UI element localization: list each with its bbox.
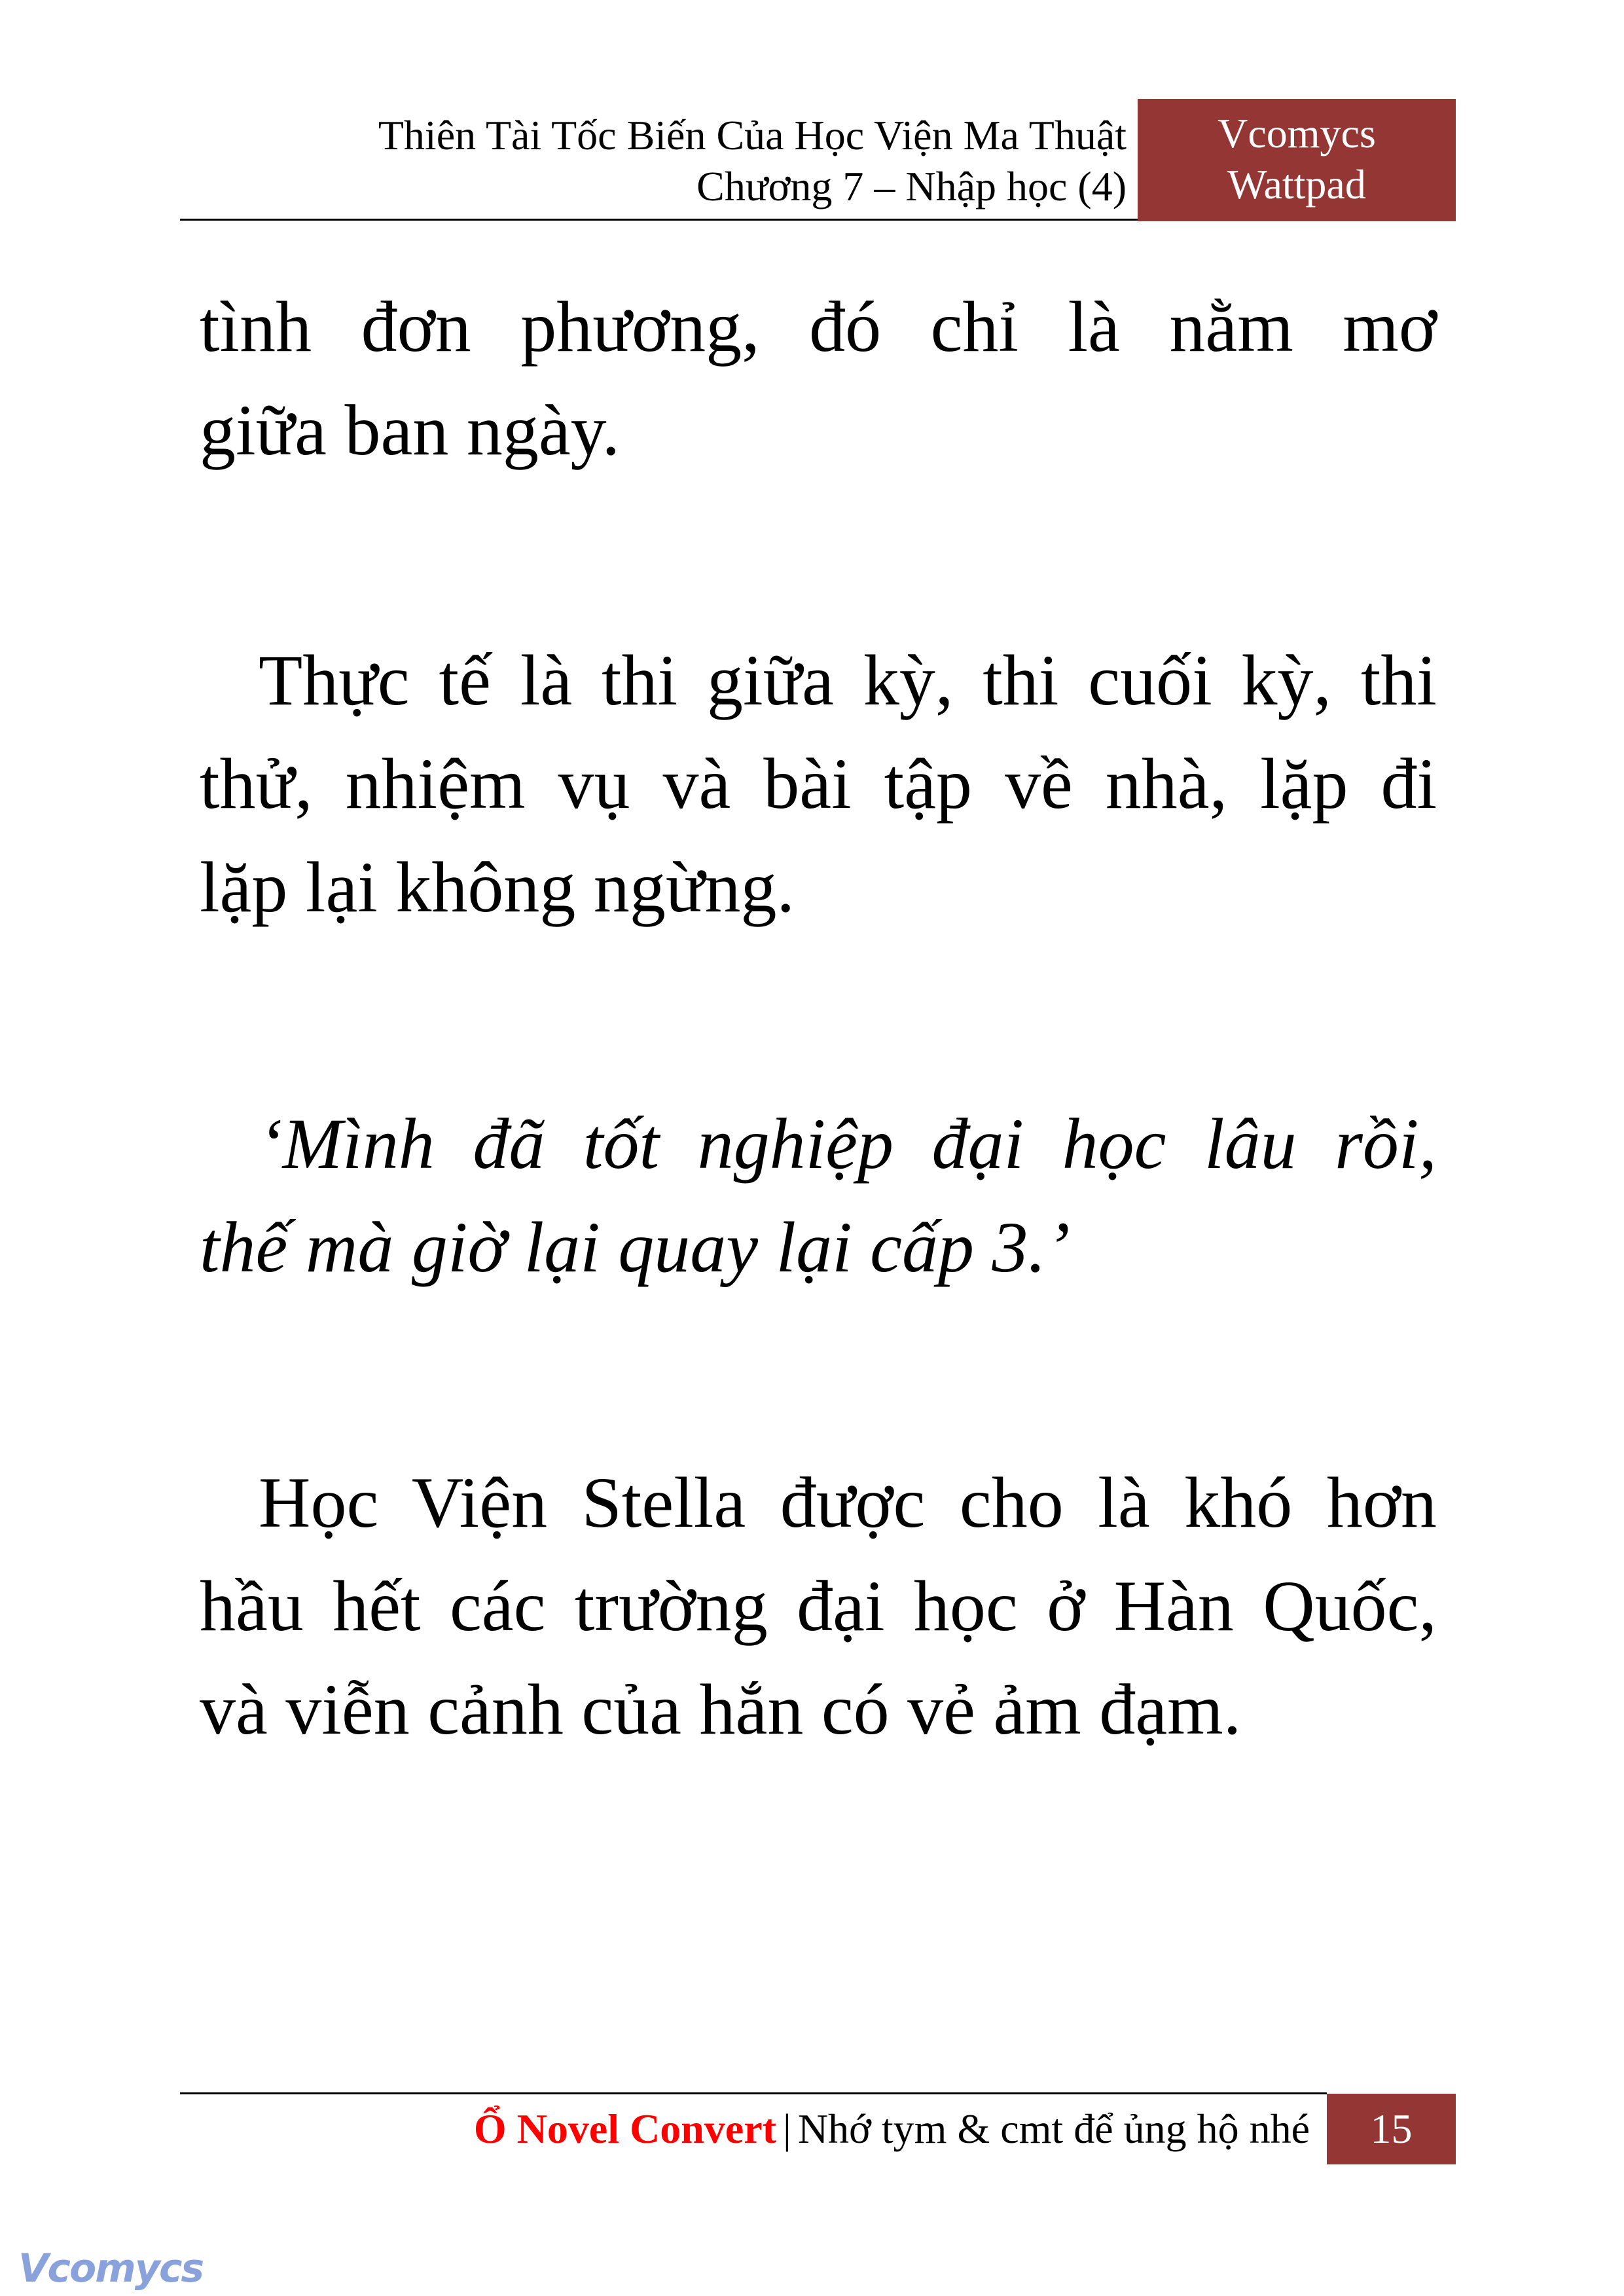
- footer-message: Nhớ tym & cmt để ủng hộ nhé: [797, 2105, 1310, 2152]
- footer-text: [474, 2103, 1310, 2155]
- text-line: lặp lại không ngừng.: [200, 847, 795, 927]
- text-line: Thực tế là thi giữa kỳ, thi cuối kỳ, thi: [259, 640, 1437, 720]
- brand-name: Vcomycs: [1218, 110, 1376, 156]
- page-number: 15: [1327, 2094, 1456, 2164]
- text-line: tình đơn phương, đó chỉ là nằm mơ: [200, 287, 1437, 367]
- book-title: Thiên Tài Tốc Biến Của Học Viện Ma Thuật: [378, 112, 1127, 158]
- running-header: [378, 110, 1127, 212]
- header-brand-box: [1138, 99, 1456, 221]
- text-line: thử, nhiệm vụ và bài tập về nhà, lặp đi: [200, 744, 1437, 824]
- chapter-title: Chương 7 – Nhập học (4): [696, 163, 1127, 210]
- text-line: hầu hết các trường đại học ở Hàn Quốc,: [200, 1566, 1437, 1646]
- footer-divider: [180, 2092, 1327, 2094]
- footer-brand: Ổ Novel Convert: [473, 2105, 776, 2152]
- header-divider: [180, 219, 1138, 221]
- text-line: giữa ban ngày.: [200, 390, 621, 470]
- paragraph-4: [200, 1451, 1437, 1761]
- paragraph-2: [200, 629, 1437, 939]
- footer-separator: |: [783, 2105, 791, 2152]
- paragraph-1: [200, 275, 1437, 482]
- brand-platform: Wattpad: [1227, 161, 1366, 208]
- text-line: ‘Mình đã tốt nghiệp đại học lâu rồi,: [259, 1104, 1437, 1184]
- text-line: thế mà giờ lại quay lại cấp 3.’: [200, 1207, 1070, 1287]
- vcomycs-logo: Vcomycs: [18, 2246, 204, 2291]
- text-line: Học Viện Stella được cho là khó hơn: [259, 1463, 1437, 1542]
- paragraph-3-thought: [200, 1092, 1437, 1299]
- text-line: và viễn cảnh của hắn có vẻ ảm đạm.: [200, 1669, 1242, 1749]
